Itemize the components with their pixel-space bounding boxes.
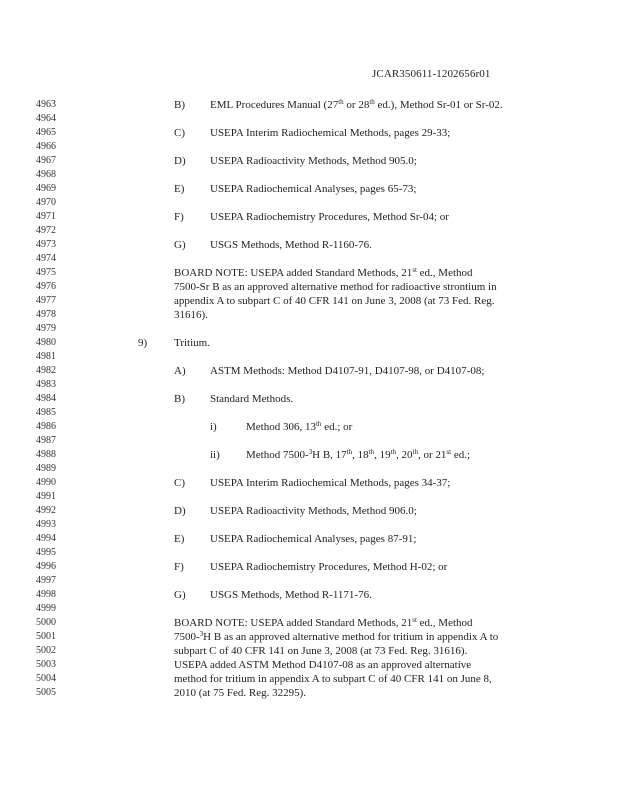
- strontium-method-f: USEPA Radiochemistry Procedures, Method Sr-04; or: [210, 211, 449, 223]
- line-number: 5004: [36, 673, 56, 684]
- line-number: 4986: [36, 421, 56, 432]
- line-number: 4985: [36, 407, 56, 418]
- line-number: 4992: [36, 505, 56, 516]
- item-letter: G): [174, 589, 186, 601]
- strontium-method-b: EML Procedures Manual (27th or 28th ed.), Method Sr-01 or Sr-02.: [210, 98, 503, 111]
- item-letter: E): [174, 533, 185, 545]
- line-number: 4997: [36, 575, 56, 586]
- line-number: 4979: [36, 323, 56, 334]
- line-number: 5001: [36, 631, 56, 642]
- item-letter: C): [174, 127, 185, 139]
- line-number: 4981: [36, 351, 56, 362]
- line-number: 4987: [36, 435, 56, 446]
- line-number: 4971: [36, 211, 56, 222]
- line-number: 4983: [36, 379, 56, 390]
- board-note-line: USEPA added ASTM Method D4107-08 as an approved alternative: [174, 659, 472, 671]
- line-number: 4967: [36, 155, 56, 166]
- section-title-tritium: Tritium.: [174, 337, 210, 349]
- board-note-line: subpart C of 40 CFR 141 on June 3, 2008 (at 73 Fed. Reg. 31616).: [174, 645, 468, 657]
- document-id-header: JCAR350611-1202656r01: [372, 68, 491, 80]
- line-number: 4970: [36, 197, 56, 208]
- tritium-method-b: Standard Methods.: [210, 393, 294, 405]
- line-number: 4974: [36, 253, 56, 264]
- line-number: 4995: [36, 547, 56, 558]
- strontium-method-e: USEPA Radiochemical Analyses, pages 65-73;: [210, 183, 417, 195]
- tritium-method-g: USGS Methods, Method R-1171-76.: [210, 589, 372, 601]
- sub-item-number: ii): [210, 449, 220, 461]
- item-letter: G): [174, 239, 186, 251]
- board-note-line: 7500-Sr B as an approved alternative method for radioactive strontium in: [174, 281, 497, 293]
- line-number: 4989: [36, 463, 56, 474]
- item-letter: C): [174, 477, 185, 489]
- line-number: 4984: [36, 393, 56, 404]
- item-letter: E): [174, 183, 185, 195]
- item-letter: F): [174, 211, 184, 223]
- strontium-method-g: USGS Methods, Method R-1160-76.: [210, 239, 372, 251]
- line-number: 4993: [36, 519, 56, 530]
- line-number: 4999: [36, 603, 56, 614]
- item-letter: D): [174, 505, 186, 517]
- line-number: 4975: [36, 267, 56, 278]
- item-letter: D): [174, 155, 186, 167]
- line-number: 4964: [36, 113, 56, 124]
- line-number: 5002: [36, 645, 56, 656]
- line-number: 4978: [36, 309, 56, 320]
- line-number: 4996: [36, 561, 56, 572]
- line-number: 4991: [36, 491, 56, 502]
- line-number: 4988: [36, 449, 56, 460]
- line-number: 5003: [36, 659, 56, 670]
- board-note-line: 31616).: [174, 309, 208, 321]
- board-note-line: 2010 (at 75 Fed. Reg. 32295).: [174, 687, 306, 699]
- board-note-line: method for tritium in appendix A to subpart C of 40 CFR 141 on June 8,: [174, 673, 492, 685]
- line-number: 4990: [36, 477, 56, 488]
- line-number: 4980: [36, 337, 56, 348]
- strontium-method-c: USEPA Interim Radiochemical Methods, pages 29-33;: [210, 127, 451, 139]
- tritium-method-b-ii: Method 7500-$^3$H B, 17th, 18th, 19th, 20th, or 21st ed.;: [246, 448, 471, 461]
- item-letter: B): [174, 393, 185, 405]
- line-number: 5000: [36, 617, 56, 628]
- line-number: 5005: [36, 687, 56, 698]
- line-number: 4963: [36, 99, 56, 110]
- tritium-method-e: USEPA Radiochemical Analyses, pages 87-91;: [210, 533, 417, 545]
- item-letter: B): [174, 99, 185, 111]
- line-number: 4969: [36, 183, 56, 194]
- tritium-method-d: USEPA Radioactivity Methods, Method 906.0;: [210, 505, 417, 517]
- line-number: 4972: [36, 225, 56, 236]
- section-number: 9): [138, 337, 148, 349]
- strontium-method-d: USEPA Radioactivity Methods, Method 905.0;: [210, 155, 417, 167]
- board-note-line: 7500-$^3$H B as an approved alternative method for tritium in appendix A to: [174, 630, 499, 643]
- line-number: 4976: [36, 281, 56, 292]
- line-number: 4965: [36, 127, 56, 138]
- board-note-line: BOARD NOTE: USEPA added Standard Methods, 21st ed., Method: [174, 266, 473, 279]
- line-number: 4998: [36, 589, 56, 600]
- line-number: 4966: [36, 141, 56, 152]
- line-number: 4982: [36, 365, 56, 376]
- item-letter: A): [174, 365, 186, 377]
- item-letter: F): [174, 561, 184, 573]
- sub-item-number: i): [210, 421, 217, 433]
- board-note-line: appendix A to subpart C of 40 CFR 141 on June 3, 2008 (at 73 Fed. Reg.: [174, 295, 495, 307]
- board-note-line: BOARD NOTE: USEPA added Standard Methods, 21st ed., Method: [174, 616, 473, 629]
- line-number: 4968: [36, 169, 56, 180]
- tritium-method-c: USEPA Interim Radiochemical Methods, pages 34-37;: [210, 477, 451, 489]
- line-number: 4973: [36, 239, 56, 250]
- line-number: 4994: [36, 533, 56, 544]
- tritium-method-b-i: Method 306, 13th ed.; or: [246, 420, 353, 433]
- line-number: 4977: [36, 295, 56, 306]
- tritium-method-f: USEPA Radiochemistry Procedures, Method H-02; or: [210, 561, 448, 573]
- tritium-method-a: ASTM Methods: Method D4107-91, D4107-98, or D4107-08;: [210, 365, 485, 377]
